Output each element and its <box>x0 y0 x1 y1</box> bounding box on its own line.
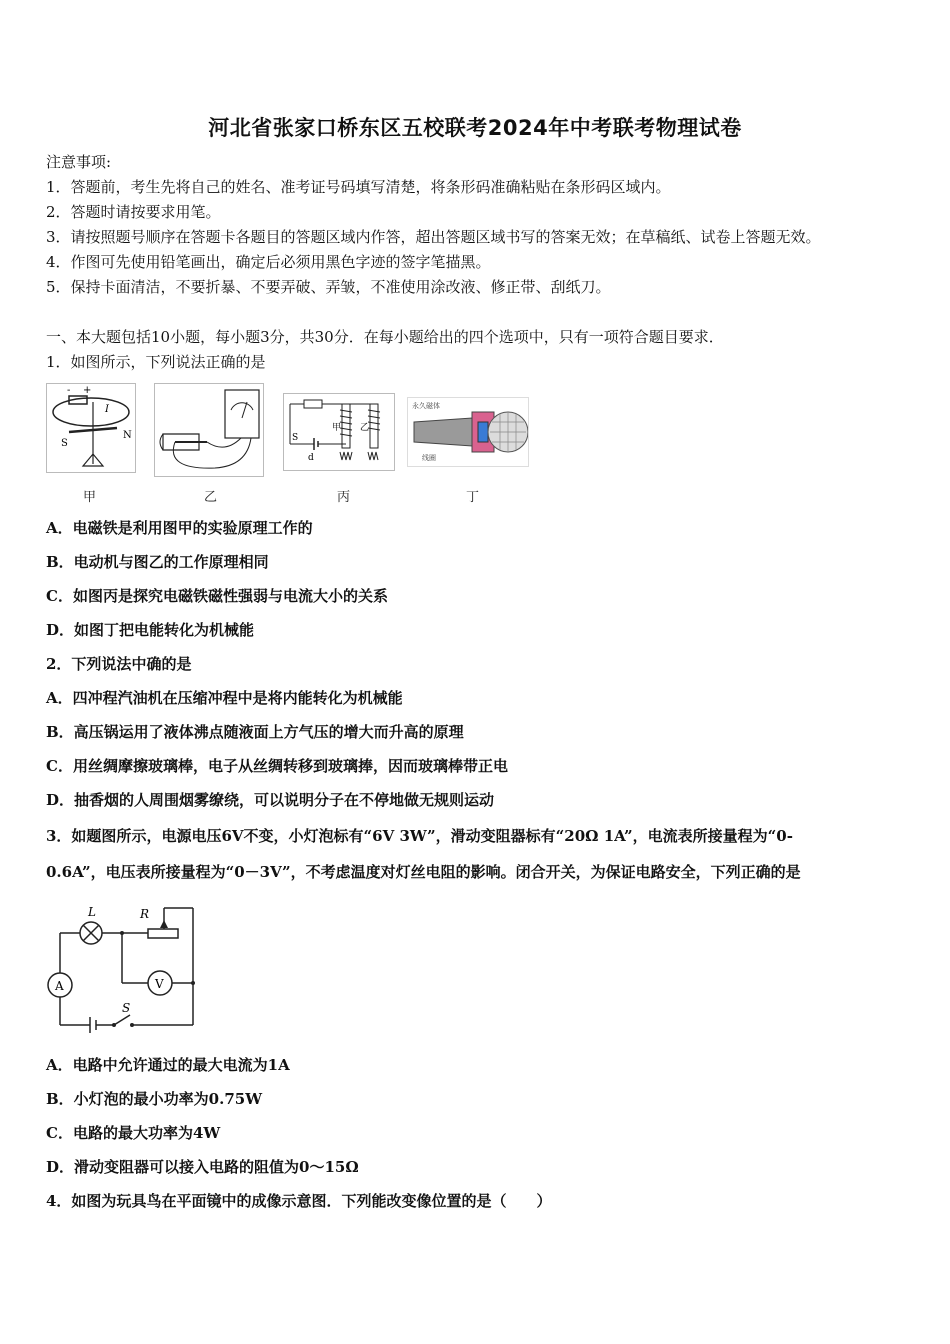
question-2-stem: 2．下列说法中确的是 <box>46 655 192 673</box>
q2-option-d: D．抽香烟的人周围烟雾缭绕，可以说明分子在不停地做无规则运动 <box>46 791 495 809</box>
magnet-label: 永久磁体 <box>412 402 440 410</box>
yi-label: 乙 <box>360 423 370 433</box>
notice-heading: 注意事项: <box>46 153 112 171</box>
q3-option-d: D．滑动变阻器可以接入电路的阻值为0～15Ω <box>46 1158 359 1176</box>
lamp-label: L <box>88 905 96 919</box>
q3-option-b: B．小灯泡的最小功率为0.75W <box>46 1090 263 1108</box>
caption-yi: 乙 <box>204 490 218 505</box>
page-title: 河北省张家口桥东区五校联考2024年中考联考物理试卷 <box>208 116 742 140</box>
notice-item: 4．作图可先使用铅笔画出，确定后必须用黑色字迹的签字笔描黑。 <box>46 253 491 271</box>
question-3-stem-line2: 0.6A”，电压表所接量程为“0－3V”，不考虑温度对灯丝电阻的影响。闭合开关，为保证电路安全，下列正确的是 <box>46 863 801 881</box>
section-heading: 一、本大题包括10小题，每小题3分，共30分．在每小题给出的四个选项中，只有一项符合题目要求． <box>46 328 724 346</box>
jia-label: 甲 <box>332 423 342 433</box>
voltmeter-label: V <box>155 977 164 991</box>
switch-label: S <box>292 433 299 443</box>
coil-label: 线圈 <box>422 454 436 462</box>
q2-option-a: A．四冲程汽油机在压缩冲程中是将内能转化为机械能 <box>46 689 403 707</box>
question-1-stem: 1．如图所示，下列说法正确的是 <box>46 353 266 371</box>
notice-item: 1．答题前，考生先将自己的姓名、准考证号码填写清楚，将条形码准确粘贴在条形码区域内。 <box>46 178 671 196</box>
q1-option-c: C．如图丙是探究电磁铁磁性强弱与电流大小的关系 <box>46 587 388 605</box>
plus-label: + <box>83 385 92 396</box>
galvanometer-icon <box>225 390 259 438</box>
microphone-handle-icon <box>414 418 472 446</box>
q3-option-c: C．电路的最大功率为4W <box>46 1124 221 1142</box>
caption-bing: 丙 <box>337 490 351 505</box>
q2-option-c: C．用丝绸摩擦玻璃棒，电子从丝绸转移到玻璃捧，因而玻璃棒带正电 <box>46 757 508 775</box>
current-label: I <box>105 404 109 415</box>
rheostat-icon <box>148 929 178 938</box>
s-pole-label: S <box>61 438 68 449</box>
rheostat-label: R <box>140 907 150 921</box>
pins-icon <box>340 452 352 460</box>
q1-option-b: B．电动机与图乙的工作原理相同 <box>46 553 269 571</box>
figure-bing <box>283 393 395 471</box>
rheostat-icon <box>304 400 322 408</box>
d-label: d <box>308 453 314 463</box>
figure-jia <box>46 383 136 473</box>
notice-item: 2．答题时请按要求用笔。 <box>46 203 221 221</box>
figure-yi <box>154 383 264 477</box>
q3-option-a: A．电路中允许通过的最大电流为1A <box>46 1056 290 1074</box>
q2-option-b: B．高压锅运用了液体沸点随液面上方气压的增大而升高的原理 <box>46 723 464 741</box>
caption-jia: 甲 <box>83 490 97 505</box>
question-4-stem: 4．如图为玩具鸟在平面镜中的成像示意图．下列能改变像位置的是（ ） <box>46 1192 552 1210</box>
wire-loop <box>53 398 129 426</box>
minus-label: - <box>67 385 71 396</box>
figure-ding <box>407 397 529 467</box>
notice-item: 3．请按照题号顺序在答题卡各题目的答题区域内作答，超出答题区域书写的答案无效；在草稿纸、试卷上答题无效。 <box>46 228 821 246</box>
q1-option-a: A．电磁铁是利用图甲的实验原理工作的 <box>46 519 313 537</box>
notice-item: 5．保持卡面清洁，不要折暴、不要弄破、弄皱，不准使用涂改液、修正带、刮纸刀。 <box>46 278 611 296</box>
q1-option-d: D．如图丁把电能转化为机械能 <box>46 621 255 639</box>
ammeter-label: A <box>55 979 64 993</box>
caption-ding: 丁 <box>466 490 480 505</box>
switch-label: S <box>122 1001 131 1015</box>
q3-circuit-diagram <box>44 900 204 1034</box>
n-pole-label: N <box>123 430 132 441</box>
switch-icon <box>114 1015 130 1025</box>
question-3-stem-line1: 3．如题图所示，电源电压6V不变，小灯泡标有“6V 3W”，滑动变阻器标有“20Ω 1A”，电流表所接量程为“0- <box>46 827 793 845</box>
